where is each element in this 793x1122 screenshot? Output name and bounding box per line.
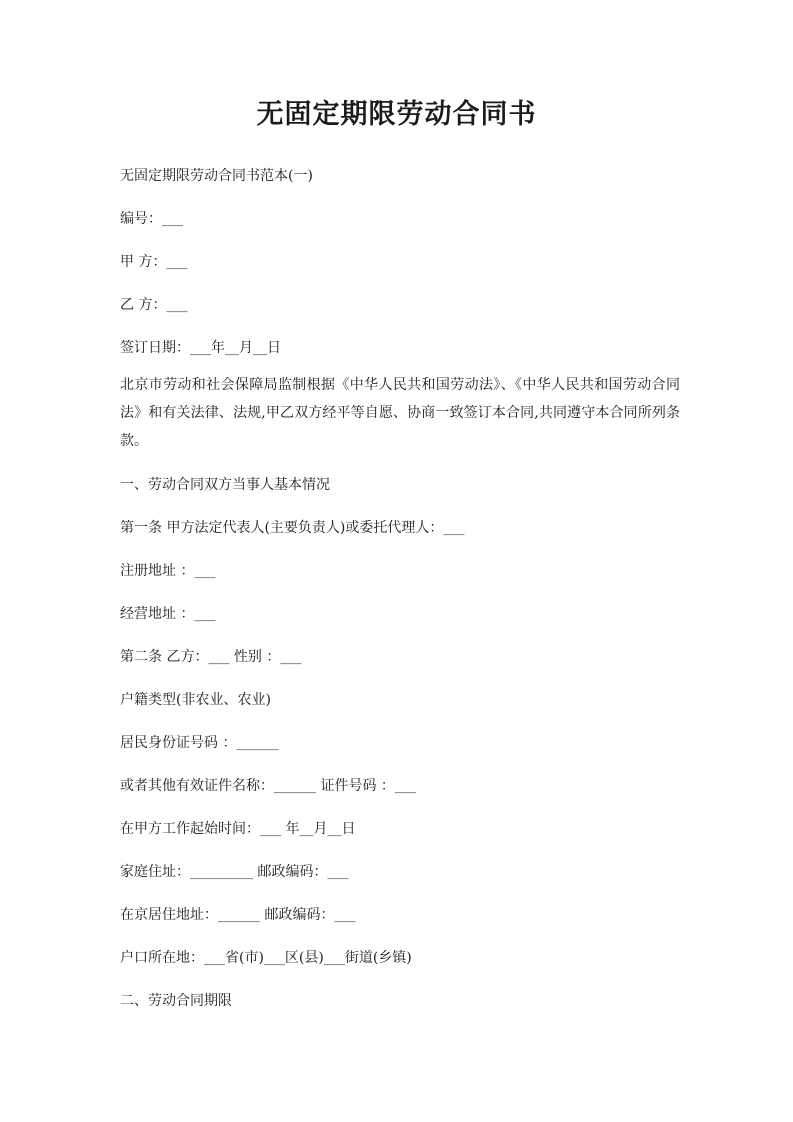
party-b-field: 乙 方：___ [120,297,188,313]
section-two-heading: 二、劳动合同期限 [120,993,232,1009]
party-a-field: 甲 方：___ [120,254,188,270]
document-title: 无固定期限劳动合同书 [256,99,537,130]
household-location-field: 户口所在地：___省(市)___区(县)___街道(乡镇) [120,950,412,966]
home-address-field: 家庭住址：_________ 邮政编码：___ [120,864,349,880]
article-one: 第一条 甲方法定代表人(主要负责人)或委托代理人：___ [120,520,465,536]
section-one-heading: 一、劳动合同双方当事人基本情况 [120,477,330,493]
registered-address-field: 注册地址 ：___ [120,563,216,579]
other-id-field: 或者其他有效证件名称：______ 证件号码 ：___ [120,778,416,794]
start-date-field: 在甲方工作起始时间：___ 年__月__日 [120,821,356,837]
beijing-address-field: 在京居住地址：______ 邮政编码：___ [120,907,356,923]
intro-paragraph: 北京市劳动和社会保障局监制根据《中华人民共和国劳动法》、《中华人民共和国劳动合同法》和有关法律、法规,甲乙双方经平等自愿、协商一致签订本合同,共同遵守本合同所列条款。 [120,377,680,449]
article-two: 第二条 乙方：___ 性别 ：___ [120,649,302,665]
household-type-field: 户籍类型(非农业、农业) [120,692,271,708]
business-address-field: 经营地址 ：___ [120,606,216,622]
id-number-field: 居民身份证号码 ：______ [120,735,279,751]
document-subtitle: 无固定期限劳动合同书范本(一) [120,168,313,184]
sign-date-field: 签订日期：___年__月__日 [120,340,281,356]
contract-number-field: 编号：___ [120,211,183,227]
